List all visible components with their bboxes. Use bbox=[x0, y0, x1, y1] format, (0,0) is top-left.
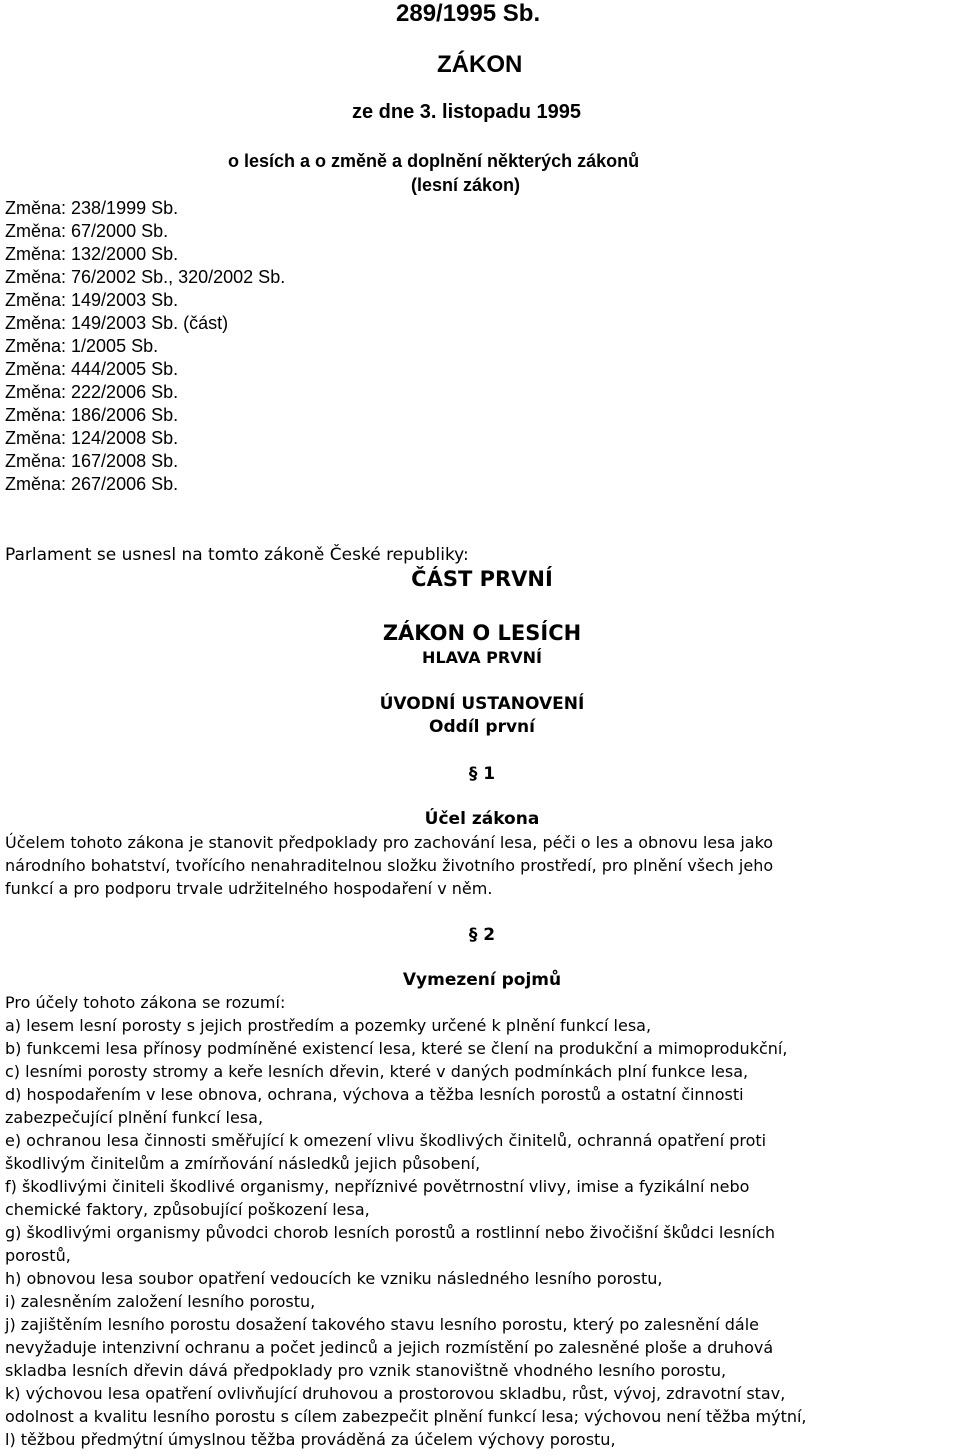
definition-c: c) lesními porosty stromy a keře lesních dřevin, které v daných podmínkách plní funkce lesa, bbox=[5, 1062, 749, 1081]
law-short-name: (lesní zákon) bbox=[411, 175, 521, 195]
section-2-title: Vymezení pojmů bbox=[402, 970, 562, 990]
amendment-item: Změna: 149/2003 Sb. (část) bbox=[5, 313, 229, 333]
law-number: 289/1995 Sb. bbox=[396, 0, 541, 27]
section-2-number: § 2 bbox=[468, 925, 496, 945]
law-type: ZÁKON bbox=[437, 51, 523, 78]
division-heading: Oddíl první bbox=[429, 717, 535, 737]
amendment-item: Změna: 267/2006 Sb. bbox=[5, 474, 179, 494]
definition-j: j) zajištěním lesního porostu dosažení takového stavu lesního porostu, který po zalesnění dále bbox=[5, 1315, 759, 1334]
act-title: ZÁKON O LESÍCH bbox=[382, 621, 582, 645]
amendment-list bbox=[5, 197, 285, 496]
definition-k: k) výchovou lesa opatření ovlivňující druhovou a prostorovou skladbu, růst, vývoj, zdravotní stav, bbox=[5, 1384, 786, 1403]
amendment-item: Změna: 238/1999 Sb. bbox=[5, 198, 179, 218]
text-line: národního bohatství, tvořícího nenahraditelnou složku životního prostředí, pro plnění všech jeho bbox=[5, 856, 774, 875]
section-1-text bbox=[5, 831, 955, 900]
section-2-text bbox=[5, 991, 955, 1451]
amendment-item: Změna: 1/2005 Sb. bbox=[5, 336, 159, 356]
amendment-item: Změna: 149/2003 Sb. bbox=[5, 290, 179, 310]
text-line: odolnost a kvalitu lesního porostu s cílem zabezpečit plnění funkcí lesa; výchovou není těžba mýtní, bbox=[5, 1407, 807, 1426]
definition-e: e) ochranou lesa činnosti směřující k omezení vlivu škodlivých činitelů, ochranná opatření proti bbox=[5, 1131, 767, 1150]
amendment-item: Změna: 124/2008 Sb. bbox=[5, 428, 179, 448]
definition-l: l) těžbou předmýtní úmyslnou těžba prováděná za účelem výchovy porostu, bbox=[5, 1430, 616, 1449]
amendment-item: Změna: 76/2002 Sb., 320/2002 Sb. bbox=[5, 267, 286, 287]
chapter-heading: HLAVA PRVNÍ bbox=[422, 648, 542, 667]
text-line: Pro účely tohoto zákona se rozumí: bbox=[5, 993, 286, 1012]
definition-f: f) škodlivými činiteli škodlivé organismy, nepříznivé povětrnostní vlivy, imise a fyzikální nebo bbox=[5, 1177, 750, 1196]
definition-a: a) lesem lesní porosty s jejich prostředím a pozemky určené k plnění funkcí lesa, bbox=[5, 1016, 652, 1035]
amendment-item: Změna: 186/2006 Sb. bbox=[5, 405, 179, 425]
definition-d: d) hospodařením v lese obnova, ochrana, výchova a těžba lesních porostů a ostatní činnosti bbox=[5, 1085, 744, 1104]
chapter-title: ÚVODNÍ USTANOVENÍ bbox=[379, 694, 585, 714]
text-line: nevyžaduje intenzivní ochranu a počet jedinců a jejich rozmístění po zalesněné ploše a druhová bbox=[5, 1338, 774, 1357]
definition-i: i) zalesněním založení lesního porostu, bbox=[5, 1292, 316, 1311]
definition-h: h) obnovou lesa soubor opatření vedoucích ke vzniku následného lesního porostu, bbox=[5, 1269, 663, 1288]
text-line: škodlivým činitelům a zmírňování následků jejich působení, bbox=[5, 1154, 481, 1173]
amendment-item: Změna: 222/2006 Sb. bbox=[5, 382, 179, 402]
amendment-item: Změna: 167/2008 Sb. bbox=[5, 451, 179, 471]
amendment-item: Změna: 67/2000 Sb. bbox=[5, 221, 169, 241]
definition-b: b) funkcemi lesa přínosy podmíněné existencí lesa, které se člení na produkční a mimoprodukční, bbox=[5, 1039, 788, 1058]
amendment-item: Změna: 444/2005 Sb. bbox=[5, 359, 179, 379]
text-line: funkcí a pro podporu trvale udržitelného hospodaření v něm. bbox=[5, 879, 493, 898]
section-1-title: Účel zákona bbox=[424, 809, 540, 829]
law-date: ze dne 3. listopadu 1995 bbox=[352, 101, 581, 123]
text-line: skladba lesních dřevin dává předpoklady pro vznik stanovištně vhodného lesního porostu, bbox=[5, 1361, 727, 1380]
amendment-item: Změna: 132/2000 Sb. bbox=[5, 244, 179, 264]
text-line: zabezpečující plnění funkcí lesa, bbox=[5, 1108, 264, 1127]
enactment-clause: Parlament se usnesl na tomto zákoně České republiky: bbox=[5, 545, 469, 565]
definition-g: g) škodlivými organismy původci chorob lesních porostů a rostlinní nebo živočišní škůdci lesních bbox=[5, 1223, 776, 1242]
text-line: chemické faktory, způsobující poškození lesa, bbox=[5, 1200, 370, 1219]
text-line: Účelem tohoto zákona je stanovit předpoklady pro zachování lesa, péči o les a obnovu lesa jako bbox=[5, 833, 774, 852]
law-subject: o lesích a o změně a doplnění některých zákonů bbox=[228, 151, 640, 171]
section-1-number: § 1 bbox=[468, 764, 496, 784]
text-line: porostů, bbox=[5, 1246, 71, 1265]
part-heading: ČÁST PRVNÍ bbox=[411, 567, 553, 591]
